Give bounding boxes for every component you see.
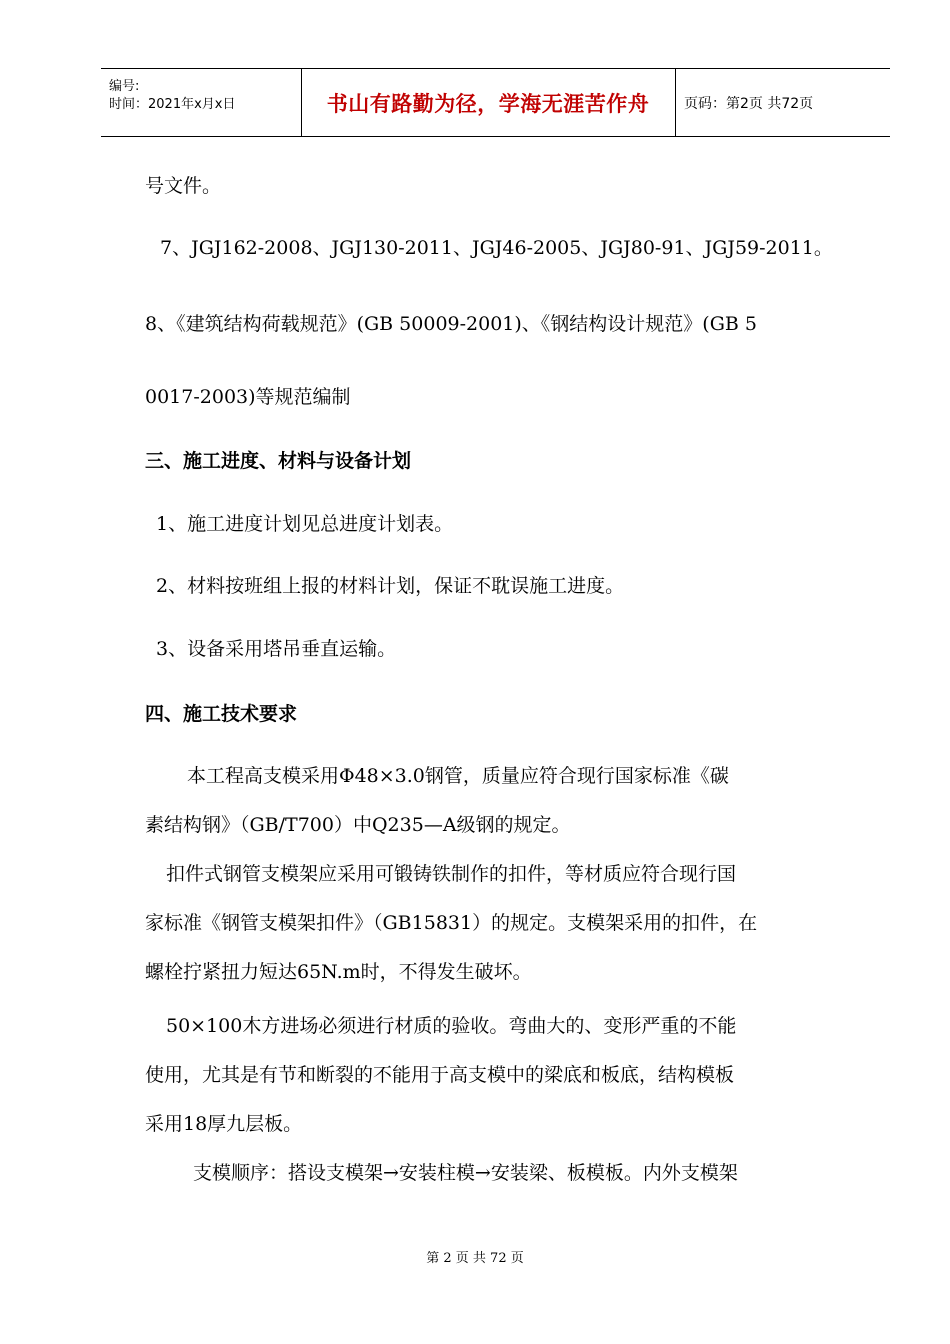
paragraph-line-7: 使用，尤其是有节和断裂的不能用于高支模中的梁底和板底，结构模板 [145,1064,735,1086]
header-time-label: 时间：2021年x月x日 [109,97,236,112]
header-page-info: 页码：第2页 共72页 [684,95,814,112]
section-heading-3: 三、施工进度、材料与设备计划 [145,450,412,472]
list-item-1: 1、施工进度计划见总进度计划表。 [156,513,454,535]
paragraph-line-9: 支模顺序：搭设支模架→安装柱模→安装梁、板模板。内外支模架 [193,1162,738,1184]
header-page-cell [676,69,890,136]
section-heading-4: 四、施工技术要求 [145,703,298,725]
list-item-8: 8、《建筑结构荷载规范》(GB 50009-2001)、《钢结构设计规范》(GB 5 [145,313,757,335]
paragraph-line-4: 家标准《钢管支模架扣件》（GB15831）的规定。支模架采用的扣件，在 [145,912,758,934]
paragraph-line-2: 素结构钢》（GB/T700）中Q235—A级钢的规定。 [145,814,571,836]
header-motto-cell [301,69,676,136]
page-footer: 第 2 页 共 72 页 [426,1251,524,1266]
body-line-continuation: 号文件。 [145,175,222,197]
paragraph-line-6: 50×100木方进场必须进行材质的验收。弯曲大的、变形严重的不能 [166,1015,737,1037]
paragraph-line-5: 螺栓拧紧扭力短达65N.m时，不得发生破坏。 [145,961,532,983]
header-motto: 书山有路勤为径，学海无涯苦作舟 [326,91,650,116]
list-item-3: 3、设备采用塔吊垂直运输。 [156,638,397,660]
header-meta [101,69,302,136]
page-header [101,68,890,137]
list-item-2: 2、材料按班组上报的材料计划，保证不耽误施工进度。 [156,575,625,597]
list-item-7: 7、JGJ162-2008、JGJ130-2011、JGJ46-2005、JGJ80-91、JGJ59-2011。 [160,237,833,259]
paragraph-line-8: 采用18厚九层板。 [145,1113,303,1135]
paragraph-line-3: 扣件式钢管支模架应采用可锻铸铁制作的扣件，等材质应符合现行国 [166,863,737,885]
list-item-8-cont: 0017-2003)等规范编制 [145,386,351,408]
header-code-label: 编号: [109,79,140,94]
paragraph-line-1: 本工程高支模采用Φ48×3.0钢管，质量应符合现行国家标准《碳 [187,765,729,787]
